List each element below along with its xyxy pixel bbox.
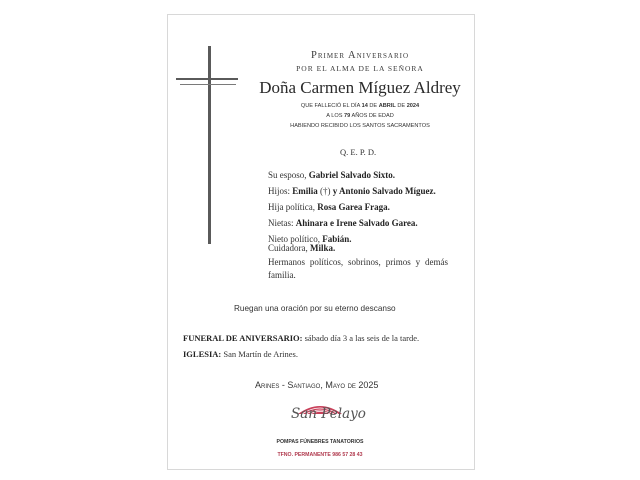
funeral-home-tagline: POMPAS FÚNEBRES TANATORIOS xyxy=(276,439,364,445)
funeral-label: FUNERAL DE ANIVERSARIO: xyxy=(183,333,303,343)
death-day: 14 xyxy=(361,103,368,109)
age-value: 79 xyxy=(343,113,351,119)
death-date-of2: DE xyxy=(395,103,407,109)
prayer-request: Ruegan una oración por su eterno descanso xyxy=(234,304,396,313)
family-spouse xyxy=(268,170,395,180)
cross-icon xyxy=(208,46,211,244)
daughter-in-law-name: Rosa Garea Fraga. xyxy=(317,202,390,212)
spouse-label: Su esposo, xyxy=(268,170,309,180)
funeral-info xyxy=(183,333,419,343)
deceased-name: Doña Carmen Míguez Aldrey xyxy=(259,78,461,97)
funeral-home-phone: TFNO. PERMANENTE 986 57 28 43 xyxy=(277,452,363,458)
logo-wordmark: San Pelayo xyxy=(291,406,366,422)
cross-crossbar-shadow xyxy=(180,84,236,85)
age-suffix: AÑOS DE EDAD xyxy=(350,113,394,119)
age-prefix: A LOS xyxy=(326,113,344,119)
deceased-cross-mark: (†) xyxy=(317,186,333,196)
anniversary-subtitle: POR EL ALMA DE LA SEÑORA xyxy=(296,64,424,73)
child-2-name: y Antonio Salvado Míguez. xyxy=(332,186,436,196)
children-label: Hijos: xyxy=(268,186,293,196)
death-date-line xyxy=(270,103,450,109)
family-grandchildren xyxy=(268,218,418,228)
daughter-in-law-label: Hija política, xyxy=(268,202,318,212)
death-month: ABRIL xyxy=(378,103,396,109)
family-children xyxy=(268,186,436,196)
grandson-in-law-label: Nieto político, xyxy=(268,234,323,244)
funeral-time: sábado día 3 a las seis de la tarde. xyxy=(302,333,420,343)
cross-crossbar xyxy=(176,78,238,80)
anniversary-title: Primer Aniversario xyxy=(310,50,410,61)
age-line xyxy=(270,113,450,119)
child-1-name: Emilia xyxy=(292,186,318,196)
church-name: San Martín de Arines. xyxy=(221,349,298,359)
grandchildren-names: Ahinara e Irene Salvado Garea. xyxy=(295,218,418,228)
family-daughter-in-law xyxy=(268,202,390,212)
grandson-in-law-name: Fabián. xyxy=(322,234,352,244)
death-date-prefix: QUE FALLECIÓ EL DÍA xyxy=(300,103,362,109)
qepd: Q. E. P. D. xyxy=(340,147,377,157)
spouse-name: Gabriel Salvado Sixto. xyxy=(308,170,396,180)
church-info xyxy=(183,349,298,359)
caretaker-label: Cuidadora, xyxy=(268,243,310,253)
death-year: 2024 xyxy=(406,103,420,109)
place-date: Arines - Santiago, Mayo de 2025 xyxy=(255,380,379,390)
church-label: IGLESIA: xyxy=(183,349,222,359)
death-date-of: DE xyxy=(367,103,379,109)
grandchildren-label: Nietas: xyxy=(268,218,296,228)
caretaker-name: Milka. xyxy=(310,243,336,253)
sacraments-line: HABIENDO RECIBIDO LOS SANTOS SACRAMENTOS xyxy=(290,123,430,129)
family-others: Hermanos políticos, sobrinos, primos y demás familia. xyxy=(268,257,448,280)
family-caretaker xyxy=(268,243,335,253)
